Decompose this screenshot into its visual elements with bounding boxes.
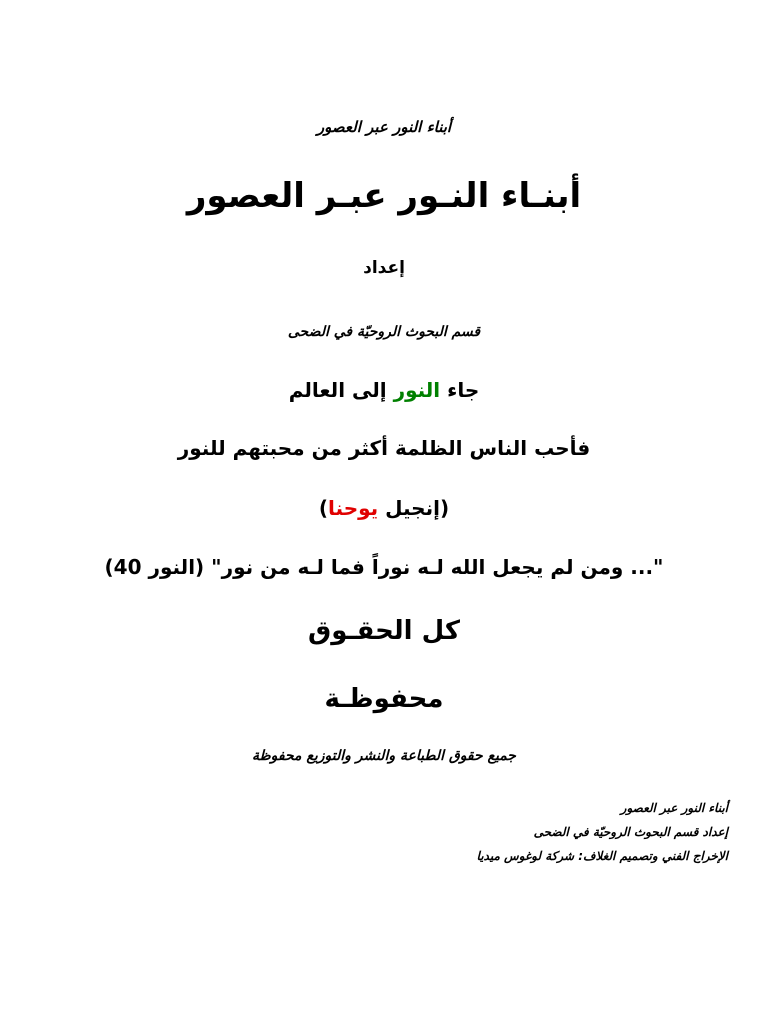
gospel-reference (0, 496, 768, 520)
verse-light-came (0, 378, 768, 402)
colophon-prepared-by: إعداد قسم البحوث الروحيّة في الضحى (533, 825, 728, 839)
verse-light-after: إلى العالم (288, 378, 394, 402)
verse-loved-darkness: فأحب الناس الظلمة أكثر من محبتهم للنور (177, 436, 591, 460)
print-rights-notice: جميع حقوق الطباعة والنشر والتوزيع محفوظة (252, 748, 516, 764)
reserved-heading: محفوظـة (324, 684, 444, 714)
gospel-ref-after: ) (318, 496, 329, 520)
quran-verse: "... ومن لم يجعل الله لـه نوراً فما لـه من نور" (النور 40) (104, 555, 664, 579)
running-header: أبناء النور عبر العصور (316, 118, 452, 136)
all-rights-heading: كل الحقـوق (308, 616, 460, 646)
gospel-ref-before: (إنجيل (378, 496, 450, 520)
book-title: أبنـاء النـور عبـر العصور (186, 176, 582, 216)
colophon (228, 796, 728, 868)
prepared-by-label: إعداد (363, 258, 405, 278)
department-name: قسم البحوث الروحيّة في الضحى (287, 324, 481, 340)
colophon-title: أبناء النور عبر العصور (620, 801, 728, 815)
verse-light-highlight: النور (393, 378, 441, 402)
gospel-ref-highlight: يوحنا (328, 496, 379, 520)
colophon-design-credit: الإخراج الفني وتصميم الغلاف: شركة لوغوس ميديا (476, 849, 728, 863)
verse-light-before: جاء (440, 378, 480, 402)
